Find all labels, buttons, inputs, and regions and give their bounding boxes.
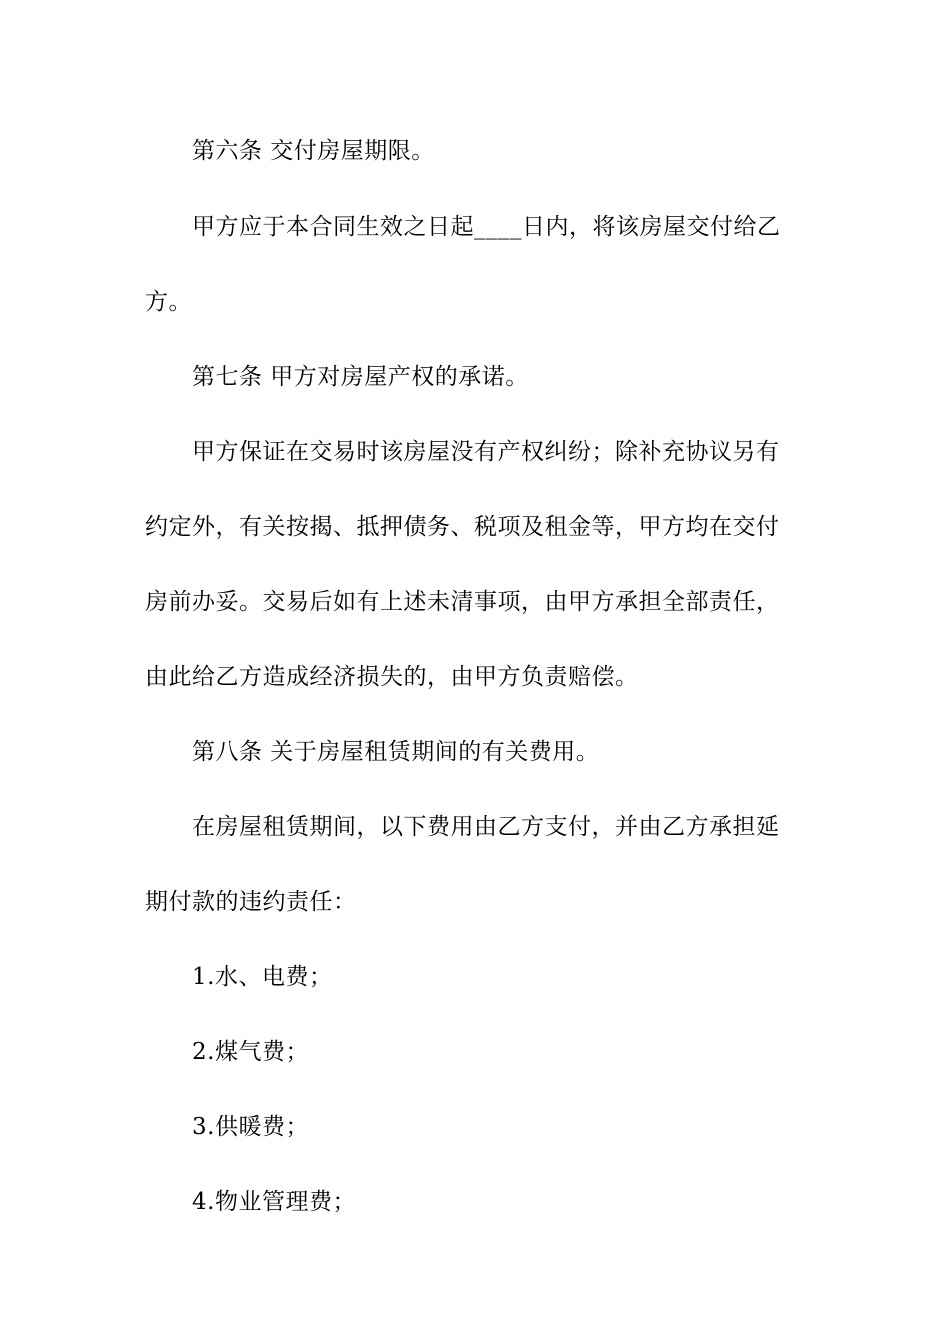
article-7-text-line-3: 房前办妥。交易后如有上述未清事项，由甲方承担全部责任， bbox=[145, 589, 780, 615]
list-item-1: 1.水、电费； bbox=[192, 964, 333, 990]
article-7-text-line-2: 约定外，有关按揭、抵押债务、税项及租金等，甲方均在交付 bbox=[145, 514, 780, 540]
article-6-text-line-2: 方。 bbox=[145, 289, 192, 315]
list-item-4: 4.物业管理费； bbox=[192, 1189, 356, 1215]
article-8-text-line-1: 在房屋租赁期间，以下费用由乙方支付，并由乙方承担延 bbox=[192, 814, 780, 840]
article-6-text-line-1: 甲方应于本合同生效之日起____日内，将该房屋交付给乙 bbox=[192, 214, 781, 240]
article-8-text-line-2: 期付款的违约责任： bbox=[145, 889, 357, 915]
article-7-heading: 第七条 甲方对房屋产权的承诺。 bbox=[192, 364, 529, 390]
article-7-text-line-1: 甲方保证在交易时该房屋没有产权纠纷；除补充协议另有 bbox=[192, 439, 780, 465]
article-6-heading: 第六条 交付房屋期限。 bbox=[192, 138, 435, 164]
list-item-2: 2.煤气费； bbox=[192, 1039, 309, 1065]
article-7-text-line-4: 由此给乙方造成经济损失的，由甲方负责赔偿。 bbox=[145, 664, 639, 690]
article-8-heading: 第八条 关于房屋租赁期间的有关费用。 bbox=[192, 739, 600, 765]
list-item-3: 3.供暖费； bbox=[192, 1114, 309, 1140]
